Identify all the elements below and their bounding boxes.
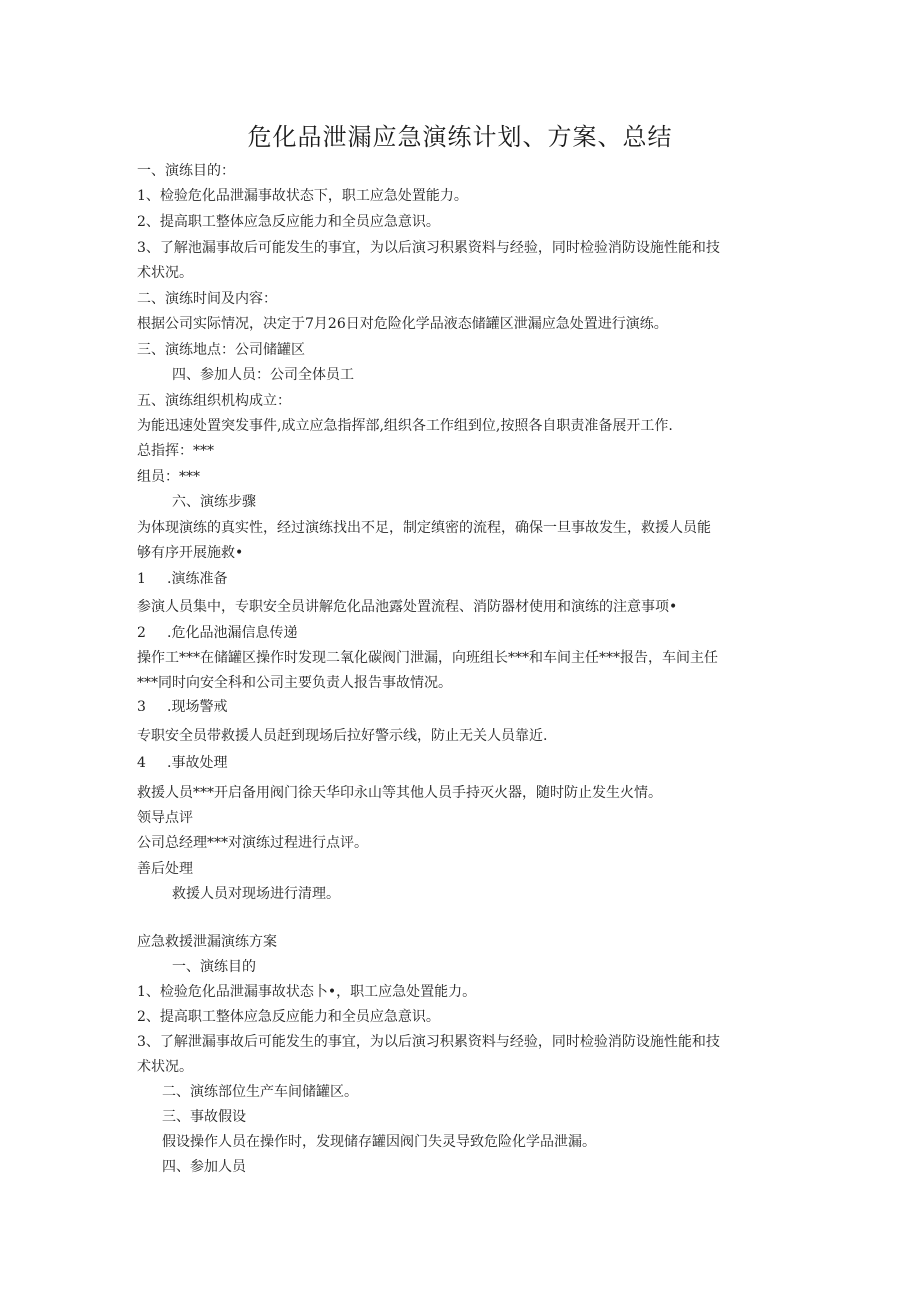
- step-heading: 2 .危化品池漏信息传递: [137, 625, 298, 641]
- paragraph: ***同时向安全科和公司主要负责人报告事故情况。: [137, 675, 452, 691]
- section-heading: 二、演练时间及内容：: [137, 291, 277, 307]
- section-heading: 二、演练部位生产车间储罐区。: [162, 1084, 358, 1100]
- step-heading: 3 .现场警戒: [137, 699, 228, 715]
- section-heading: 六、演练步骤: [172, 494, 256, 510]
- paragraph: 假设操作人员在操作时，发现储存罐因阀门失灵导致危险化学品泄漏。: [162, 1134, 596, 1150]
- step-number: 2: [137, 625, 146, 641]
- section-heading: 一、演练目的: [172, 959, 256, 975]
- paragraph: 救援人员***开启备用阀门徐天华印永山等其他人员手持灭火器，随时防止发生火情。: [137, 785, 662, 801]
- step-number: 3: [137, 699, 146, 715]
- paragraph: 为能迅速处置突发事件,成立应急指挥部,组织各工作组到位,按照各自职责准备展开工作.: [137, 418, 673, 434]
- list-item: 1、检验危化品泄漏事故状态卜•，职工应急处置能力。: [137, 984, 477, 1000]
- section-heading: 四、参加人员: [162, 1159, 246, 1175]
- list-item: 2、提高职工整体应急反应能力和全员应急意识。: [137, 1009, 440, 1025]
- list-item: 3、了解池漏事故后可能发生的事宜，为以后演习积累资料与经验，同时检验消防设施性能和技: [137, 240, 720, 256]
- section-heading: 领导点评: [137, 810, 193, 826]
- step-title: 现场警戒: [171, 699, 228, 715]
- paragraph: 总指挥：***: [137, 443, 214, 459]
- list-item: 2、提高职工整体应急反应能力和全员应急意识。: [137, 214, 440, 230]
- section-heading: 五、演练组织机构成立：: [137, 393, 291, 409]
- step-title: 危化品池漏信息传递: [171, 625, 298, 641]
- paragraph: 专职安全员带救援人员赶到现场后拉好警示线，防止无关人员靠近.: [137, 728, 548, 744]
- section-heading: 善后处理: [137, 861, 193, 877]
- section-heading: 三、演练地点：公司储罐区: [137, 342, 305, 358]
- paragraph: 够有序开展施救•: [137, 545, 244, 561]
- paragraph: 救援人员对现场进行清理。: [172, 886, 340, 902]
- paragraph: 公司总经理***对演练过程进行点评。: [137, 835, 368, 851]
- paragraph: 组员：***: [137, 469, 200, 485]
- section-heading: 一、演练目的：: [137, 163, 235, 179]
- list-item-continuation: 术状况。: [137, 265, 193, 281]
- list-item: 3、了解泄漏事故后可能发生的事宜，为以后演习积累资料与经验，同时检验消防设施性能和技: [137, 1034, 720, 1050]
- step-number: 1: [137, 571, 146, 587]
- list-item: 1、检验危化品泄漏事故状态下，职工应急处置能力。: [137, 188, 468, 204]
- section-heading: 三、事故假设: [162, 1109, 246, 1125]
- document-title: 危化品泄漏应急演练计划、方案、总结: [247, 123, 673, 151]
- list-item-continuation: 术状况。: [137, 1059, 193, 1075]
- paragraph: 操作工***在储罐区操作时发现二氧化碳阀门泄漏，向班组长***和车间主任***报告，车间主任: [137, 650, 718, 666]
- paragraph: 为体现演练的真实性，经过演练找出不足，制定缜密的流程，确保一旦事故发生，救援人员能: [137, 520, 711, 536]
- section-title: 应急救援泄漏演练方案: [137, 934, 277, 950]
- step-heading: 4 .事故处理: [137, 755, 228, 771]
- step-number: 4: [137, 755, 146, 771]
- step-title: 事故处理: [171, 755, 228, 771]
- step-heading: 1 .演练准备: [137, 571, 228, 587]
- section-heading: 四、参加人员：公司全体员工: [172, 367, 354, 383]
- paragraph: 根据公司实际情况，决定于7月26日对危险化学品液态储罐区泄漏应急处置进行演练。: [137, 316, 668, 332]
- step-title: 演练准备: [171, 571, 228, 587]
- paragraph: 参演人员集中，专职安全员讲解危化品池露处置流程、消防器材使用和演练的注意事项•: [137, 599, 678, 615]
